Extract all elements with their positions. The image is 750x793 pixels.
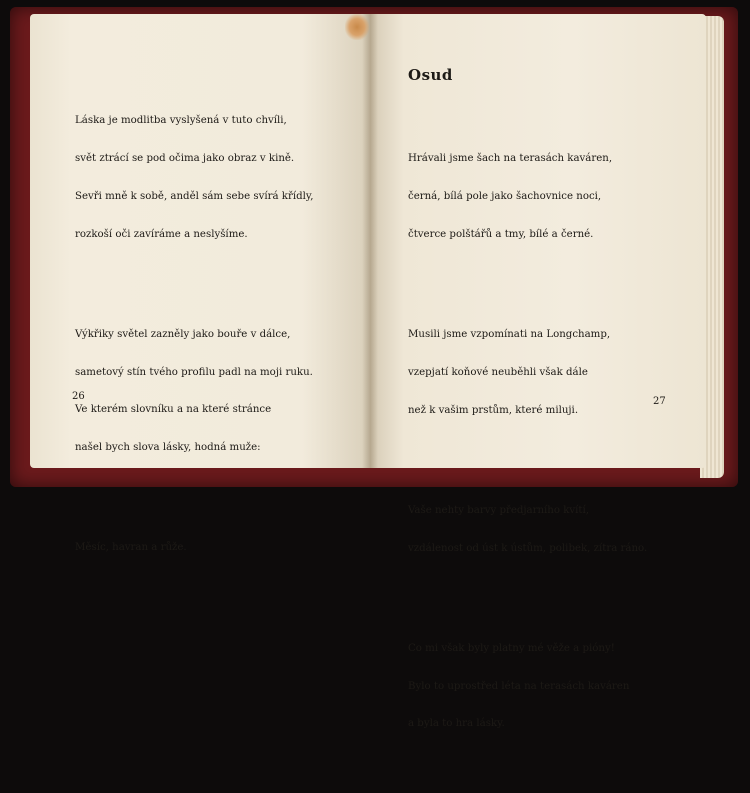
poem-line: Co mi však byly platny mé věže a pióny! <box>408 642 615 654</box>
poem-line: rozkoší oči zavíráme a neslyšíme. <box>75 228 248 240</box>
stanza <box>408 128 647 267</box>
poem-line: Musili jsme vzpomínati na Longchamp, <box>408 329 611 341</box>
left-poem <box>75 65 314 617</box>
stanza <box>75 90 314 266</box>
stain-mark <box>345 14 369 40</box>
poem-title: Osud <box>408 66 453 84</box>
stanza <box>408 304 647 443</box>
stanza <box>408 618 647 757</box>
page-number-right: 27 <box>653 396 666 407</box>
poem-line: čtverce polštářů a tmy, bílé a černé. <box>408 228 594 240</box>
poem-line: Ve kterém slovníku a na které stránce <box>75 404 272 416</box>
poem-line: našel bych slova lásky, hodná muže: <box>75 442 261 454</box>
poem-line: Hrávali jsme šach na terasách kaváren, <box>408 153 613 165</box>
poem-line: Vaše nehty barvy předjarního kvítí, <box>408 504 590 516</box>
stanza <box>408 480 647 581</box>
poem-line: Měsíc, havran a růže. <box>75 542 187 554</box>
poem-line: černá, bílá pole jako šachovnice noci, <box>408 191 602 203</box>
poem-line: Láska je modlitba vyslyšená v tuto chvíli, <box>75 115 287 127</box>
poem-line: Sevři mně k sobě, anděl sám sebe svírá křídly, <box>75 190 314 202</box>
book-gutter <box>362 14 378 468</box>
poem-line: Výkřiky světel zazněly jako bouře v dálce, <box>75 328 291 340</box>
poem-line: svět ztrácí se pod očima jako obraz v kině. <box>75 153 295 165</box>
poem-line: vzdálenost od úst k ústům, polibek, zítra ráno. <box>408 542 648 554</box>
stanza <box>75 304 314 480</box>
poem-line: a byla to hra lásky. <box>408 718 505 730</box>
right-poem <box>408 103 647 793</box>
poem-line: než k vašim prstům, které miluji. <box>408 404 579 416</box>
page-number-left: 26 <box>72 391 85 402</box>
stanza <box>75 517 314 580</box>
poem-line: sametový stín tvého profilu padl na moji ruku. <box>75 366 313 378</box>
poem-line: Bylo to uprostřed léta na terasách kaváren <box>408 680 630 692</box>
poem-line: vzepjatí koňové neuběhli však dále <box>408 366 588 378</box>
